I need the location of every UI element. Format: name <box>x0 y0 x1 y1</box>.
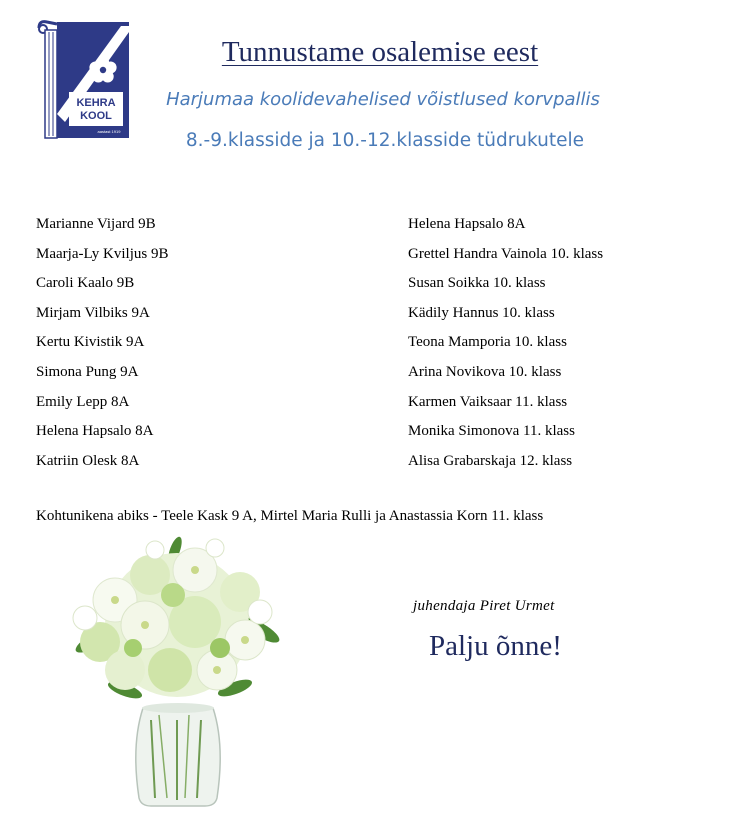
list-item: Helena Hapsalo 8A <box>408 216 526 232</box>
category-subtitle: 8.-9.klasside ja 10.-12.klasside tüdrukutele <box>185 130 585 151</box>
page-title: Tunnustame osalemise eest <box>221 36 539 68</box>
supervisor-credit: juhendaja Piret Urmet <box>413 598 555 614</box>
list-item: Caroli Kaalo 9B <box>36 275 135 292</box>
list-item: Karmen Vaiksaar 11. klass <box>408 393 568 410</box>
list-item: Helena Hapsalo 8A <box>36 423 154 440</box>
list-item: Katriin Olesk 8A <box>36 452 140 469</box>
list-item: Susan Soikka 10. klass <box>408 275 546 292</box>
list-item: Teona Mamporia 10. klass <box>408 334 567 351</box>
list-item: Grettel Handra Vainola 10. klass <box>408 245 604 262</box>
list-item: Kädily Hannus 10. klass <box>408 304 555 321</box>
list-item: Monika Simonova 11. klass <box>408 423 575 440</box>
list-item: Arina Novikova 10. klass <box>408 363 562 380</box>
list-item: Emily Lepp 8A <box>36 393 130 410</box>
list-item: Mirjam Vilbiks 9A <box>36 304 150 321</box>
event-subtitle: Harjumaa koolidevahelised võistlused korvpallis <box>166 89 600 110</box>
list-item: Simona Pung 9A <box>36 363 139 380</box>
list-item: Maarja-Ly Kviljus 9B <box>36 245 169 262</box>
list-item: Marianne Vijard 9B <box>36 216 156 232</box>
congratulations-text: Palju õnne! <box>429 630 562 662</box>
logo-text-line2: KOOL <box>80 110 112 122</box>
logo-since: aastast 1919 <box>97 129 121 134</box>
list-item: Kertu Kivistik 9A <box>36 334 145 351</box>
list-item: Alisa Grabarskaja 12. klass <box>408 452 573 469</box>
participants-left-list <box>36 210 376 476</box>
judges-line: Kohtunikena abiks - Teele Kask 9 A, Mirtel Maria Rulli ja Anastassia Korn 11. klass <box>36 508 544 524</box>
logo-text-line1: KEHRA <box>76 97 116 109</box>
participants-right-list <box>408 210 728 476</box>
flower-bouquet-image <box>55 530 300 810</box>
